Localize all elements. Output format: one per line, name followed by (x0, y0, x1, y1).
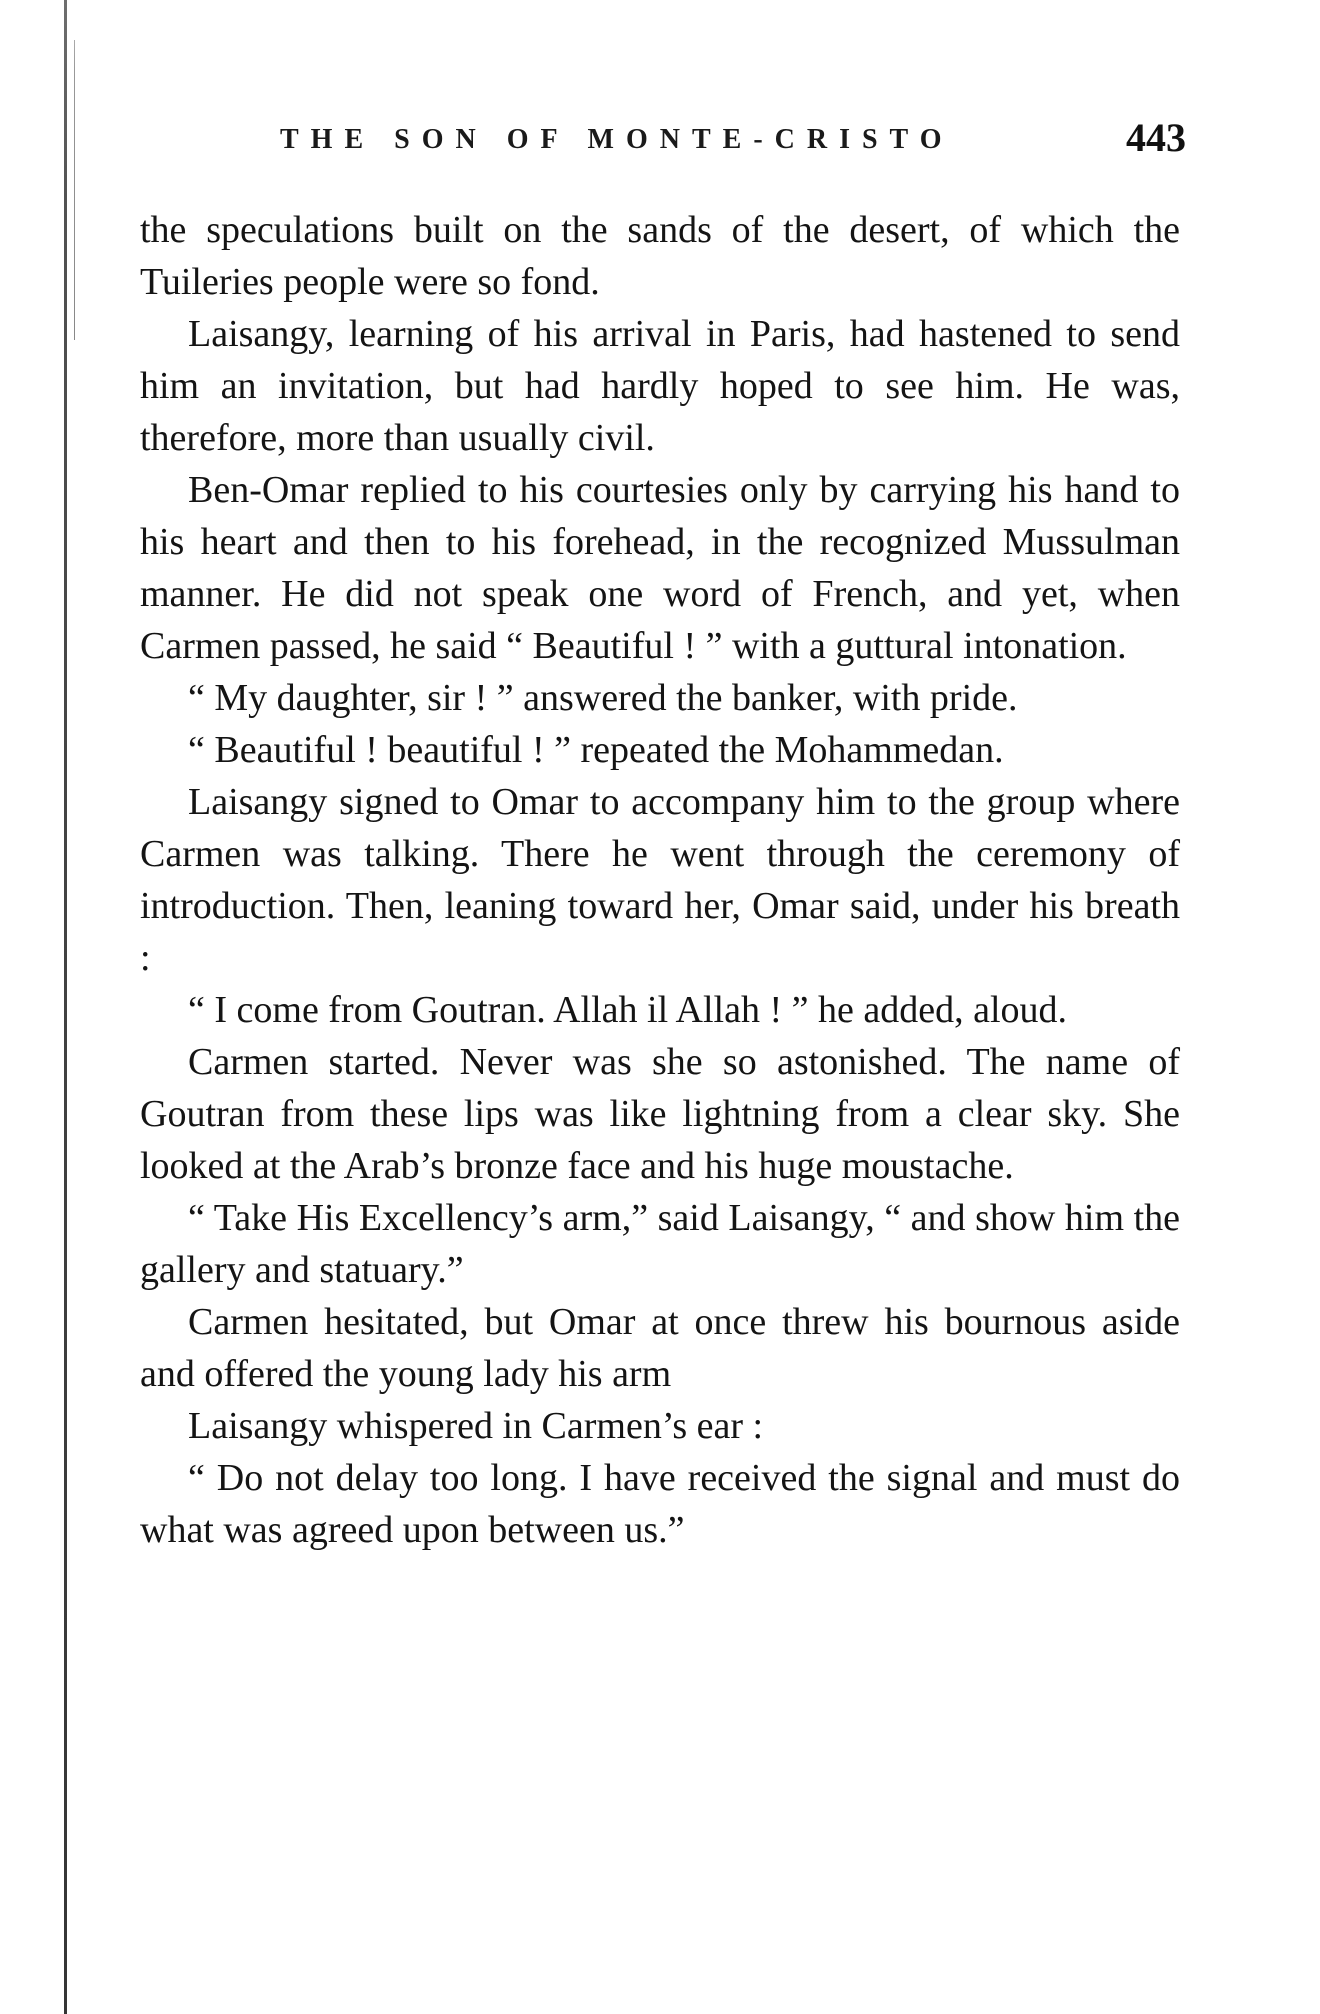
running-header (140, 115, 1186, 174)
paragraph: “ I come from Goutran. Allah il Allah ! ” he added, aloud. (188, 989, 1068, 1031)
paragraph: Ben-Omar replied to his courtesies only by carrying his hand to his heart and then to his forehead, in the recognized Mussulman manner. He did not speak one word of French, and yet, when Carmen passed, he said “ Beautiful ! ” with a guttural intonation. (140, 469, 1180, 667)
paragraph: “ Beautiful ! beautiful ! ” repeated the Mohammedan. (188, 729, 1004, 771)
paragraph: Laisangy signed to Omar to accompany him to the group where Carmen was talking. There he went through the ceremony of introduction. Then, leaning toward her, Omar said, under his breath : (140, 781, 1180, 979)
page-number: 443 (1126, 115, 1186, 160)
page-gutter-shadow (74, 40, 75, 340)
paragraph: Carmen hesitated, but Omar at once threw his bournous aside and offered the young lady his arm (140, 1301, 1180, 1395)
paragraph: Laisangy whispered in Carmen’s ear : (188, 1405, 764, 1447)
paragraph: “ My daughter, sir ! ” answered the banker, with pride. (188, 677, 1018, 719)
paragraph: “ Take His Excellency’s arm,” said Laisangy, “ and show him the gallery and statuary.” (140, 1197, 1180, 1291)
paragraph: Laisangy, learning of his arrival in Paris, had hastened to send him an invitation, but had hardly hoped to see him. He was, therefore, more than usually civil. (140, 313, 1180, 459)
book-page (140, 115, 1186, 1556)
running-title: THE SON OF MONTE-CRISTO (280, 124, 954, 155)
paragraph: Carmen started. Never was she so astonished. The name of Goutran from these lips was like lightning from a clear sky. She looked at the Arab’s bronze face and his huge moustache. (140, 1041, 1180, 1187)
paragraph-continuation: the speculations built on the sands of the desert, of which the Tuileries people were so fond. (140, 209, 1180, 303)
paragraph: “ Do not delay too long. I have received the signal and must do what was agreed upon between us.” (140, 1457, 1180, 1551)
page-body (140, 204, 1180, 1556)
page-gutter-edge (64, 0, 67, 2014)
